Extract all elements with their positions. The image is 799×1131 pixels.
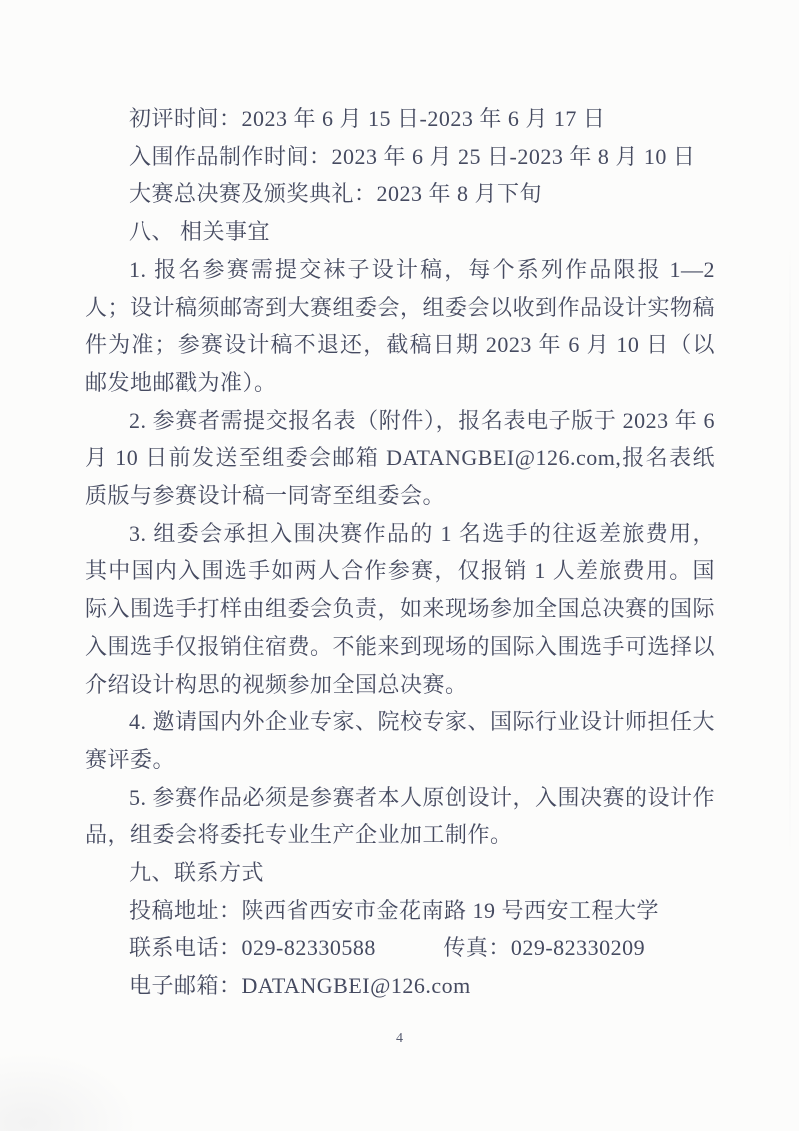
heading-section-9-contact: 九、联系方式 — [129, 860, 265, 886]
scan-smudge-artifact — [0, 1051, 140, 1131]
line-submission-address: 投稿地址：陕西省西安市金花南路 19 号西安工程大学 — [129, 897, 660, 923]
line-final-and-ceremony-time: 大赛总决赛及颁奖典礼：2023 年 8 月下旬 — [129, 181, 543, 207]
document-body — [85, 100, 721, 1005]
page-number: 4 — [396, 1031, 403, 1046]
para-item-4-judges: 4. 邀请国内外企业专家、院校专家、国际行业设计师担任大赛评委。 — [85, 709, 716, 772]
para-item-1-submission-rules: 1. 报名参赛需提交袜子设计稿，每个系列作品限报 1—2 人；设计稿须邮寄到大赛组委会，组委会以收到作品设计实物稿件为准；参赛设计稿不退还，截稿日期 2023 年 6 月 10 日（以邮发地邮戳为准）。 — [85, 256, 721, 395]
heading-section-8-related-matters: 八、 相关事宜 — [129, 219, 271, 245]
para-item-3-travel-expenses: 3. 组委会承担入围决赛作品的 1 名选手的往返差旅费用，其中国内入围选手如两人合作参赛，仅报销 1 人差旅费用。国际入围选手打样由组委会负责，如来现场参加全国总决赛的国际入围选手仅报销住宿费。不能来到现场的国际入围选手可选择以介绍设计构思的视频参加全国总决赛。 — [85, 520, 716, 697]
line-shortlist-production-time: 入围作品制作时间：2023 年 6 月 25 日-2023 年 8 月 10 日 — [129, 143, 696, 169]
scan-edge-artifact — [789, 240, 791, 860]
para-item-5-originality: 5. 参赛作品必须是参赛者本人原创设计，入围决赛的设计作品，组委会将委托专业生产企业加工制作。 — [85, 784, 716, 848]
line-preliminary-review-time: 初评时间：2023 年 6 月 15 日-2023 年 6 月 17 日 — [129, 106, 606, 131]
line-contact-phone-fax: 联系电话：029-82330588 传真：029-82330209 — [129, 935, 646, 961]
line-contact-email: 电子邮箱：DATANGBEI@126.com — [129, 973, 471, 999]
para-item-2-entry-form: 2. 参赛者需提交报名表（附件），报名表电子版于 2023 年 6 月 10 日前发送至组委会邮箱 DATANGBEI@126.com,报名表纸质版与参赛设计稿一同寄至组委会。 — [85, 407, 721, 509]
